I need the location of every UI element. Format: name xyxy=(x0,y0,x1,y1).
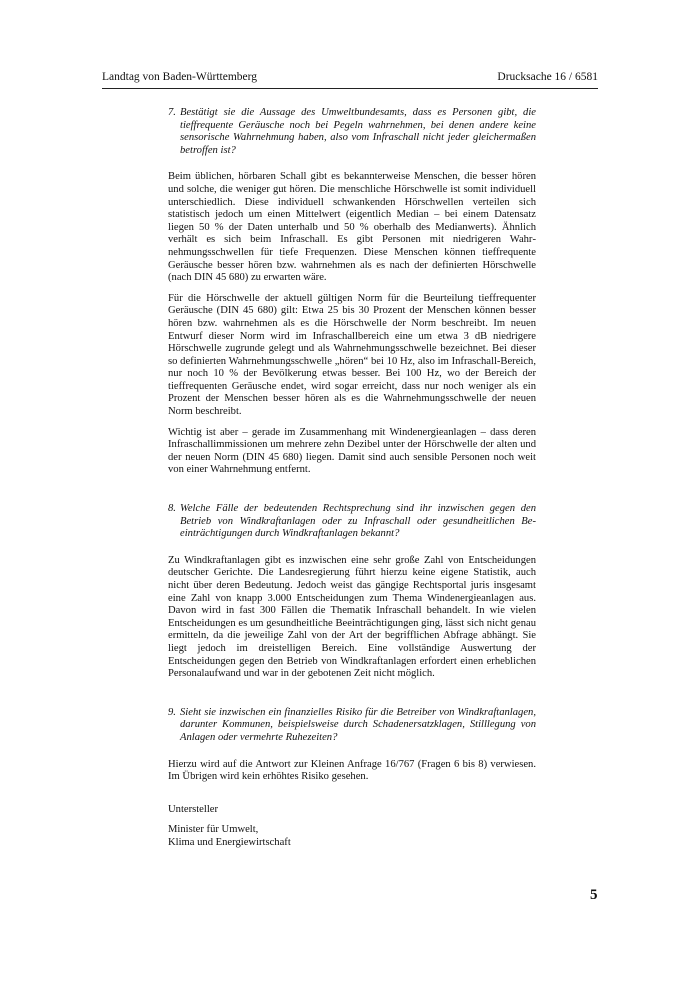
answer-paragraph: Zu Windkraftanlagen gibt es inzwischen eine sehr große Zahl von Entscheidungen deutscher Gerichte. Die Landesregierung führt hierzu keine eigene Statistik, auch nicht über deren Bedeutung. Jedoch weist das gängige Rechtsportal juris insgesamt eine Zahl von knapp 3.000 Entscheidungen zum Thema Windenergieanlagen aus. Davon wird in fast 300 Fällen die Thematik Infraschall behandelt. In wie vielen Entscheidungen es um gesundheitliche Beeinträchtigungen ging, lässt sich nicht genau ermitteln, da die jeweilige Zahl von der Art der begrifflichen Abfrage abhängt. Sie liegt jedoch im dreistelligen Bereich. Eine vollständige Auswertung der Entscheidungen gegen den Betrieb von Windkraftanlagen erfordert einen erheblichen Personalaufwand und war in der gebotenen Zeit nicht möglich. xyxy=(168,554,536,680)
document-body xyxy=(168,107,536,850)
question-text: Sieht sie inzwischen ein finanzielles Risiko für die Betreiber von Windkraftanlagen, darunter Kommunen, beispielsweise durch Schadenersatzklagen, Stilllegung von Anlagen oder vermehrte Ruhezeiten? xyxy=(180,706,536,743)
question-7 xyxy=(168,107,536,157)
answer-paragraph: Für die Hörschwelle der aktuell gültigen Norm für die Beurteilung tieffrequenter Geräusche (DIN 45 680) gilt: Etwa 25 bis 30 Prozent der Menschen können besser hören bzw. wahrnehmen als es die Hörschwelle der Norm beschreibt. Im neuen Entwurf dieser Norm wird im Infraschallbereich eine um etwa 3 dB niedrigere Hörschwelle zugrunde gelegt und als Wahrnehmungsschwelle bezeichnet. Bei dieser so definierten Wahrnehmungsschwelle „hören“ bei 10 Hz, also im Infraschall-Bereich, nur noch 10 % der Bevölkerung etwas besser. Bei 100 Hz, wo der Bereich der tieffrequenten Geräusche endet, wird sogar erreicht, dass nur noch weniger als ein Prozent der Menschen besser hören als es die Wahrnehmungsschwelle der neuen Norm beschreibt. xyxy=(168,292,536,418)
question-number: 8. xyxy=(168,503,176,515)
question-text: Welche Fälle der bedeutenden Rechtsprechung sind ihr inzwischen gegen den Betrieb von Windkraftanlagen oder zu Infraschall oder gesundheitlichen Beeinträchtigungen durch Windkraftanlagen bekannt? xyxy=(180,503,536,540)
header-left: Landtag von Baden-Württemberg xyxy=(102,71,257,83)
question-9 xyxy=(168,707,536,745)
page-header xyxy=(102,70,598,89)
question-number: 9. xyxy=(168,706,176,718)
question-number: 7. xyxy=(168,107,176,118)
answer-paragraph: Wichtig ist aber – gerade im Zusammenhang mit Windenergieanlagen – dass deren Infraschallimmissionen um mehrere zehn Dezibel unter der Hörschwelle der alten und der neuen Norm (DIN 45 680) liegen. Damit sind auch sensible Personen noch weit von einer Wahrnehmung entfernt. xyxy=(168,426,536,476)
question-text: Bestätigt sie die Aussage des Umweltbundesamts, dass es Personen gibt, die tieffrequente Geräusche noch bei Pegeln wahrnehmen, bei denen andere keine sensorische Wahrnehmung haben, also vom Infraschall nicht jeder gleichermaßen betroffen ist? xyxy=(180,107,536,156)
header-right: Drucksache 16 / 6581 xyxy=(497,71,598,83)
signature-title-line2: Klima und Energiewirtschaft xyxy=(168,836,291,848)
answer-paragraph: Hierzu wird auf die Antwort zur Kleinen Anfrage 16/767 (Fragen 6 bis 8) verwiesen. Im Übrigen wird kein erhöhtes Risiko gesehen. xyxy=(168,758,536,783)
page-number: 5 xyxy=(590,887,598,903)
signature-name: Untersteller xyxy=(168,803,219,815)
answer-paragraph: Beim üblichen, hörbaren Schall gibt es bekannterweise Menschen, die besser hören und solche, die weniger gut hören. Die menschliche Hörschwelle ist somit individuell unterschiedlich. Diese individuell schwankenden Hörschwellen verteilen sich statistisch jedoch um einen Mittelwert (eigentlich Median – bei einem Datensatz liegen 50 % der Daten unterhalb und 50 % oberhalb des Medianwerts). Ähnlich verhält es sich beim Infraschall. Es gibt Personen mit niedrigeren Wahrnehmungsschwellen für tiefe Frequenzen. Diese Menschen können tieffrequente Geräusche besser hören bzw. wahrnehmen als es nach der definierten Hörschwelle (nach DIN 45 680) zu erwarten wäre. xyxy=(168,171,536,284)
question-8 xyxy=(168,503,536,541)
signature-title-line1: Minister für Umwelt, xyxy=(168,824,259,836)
